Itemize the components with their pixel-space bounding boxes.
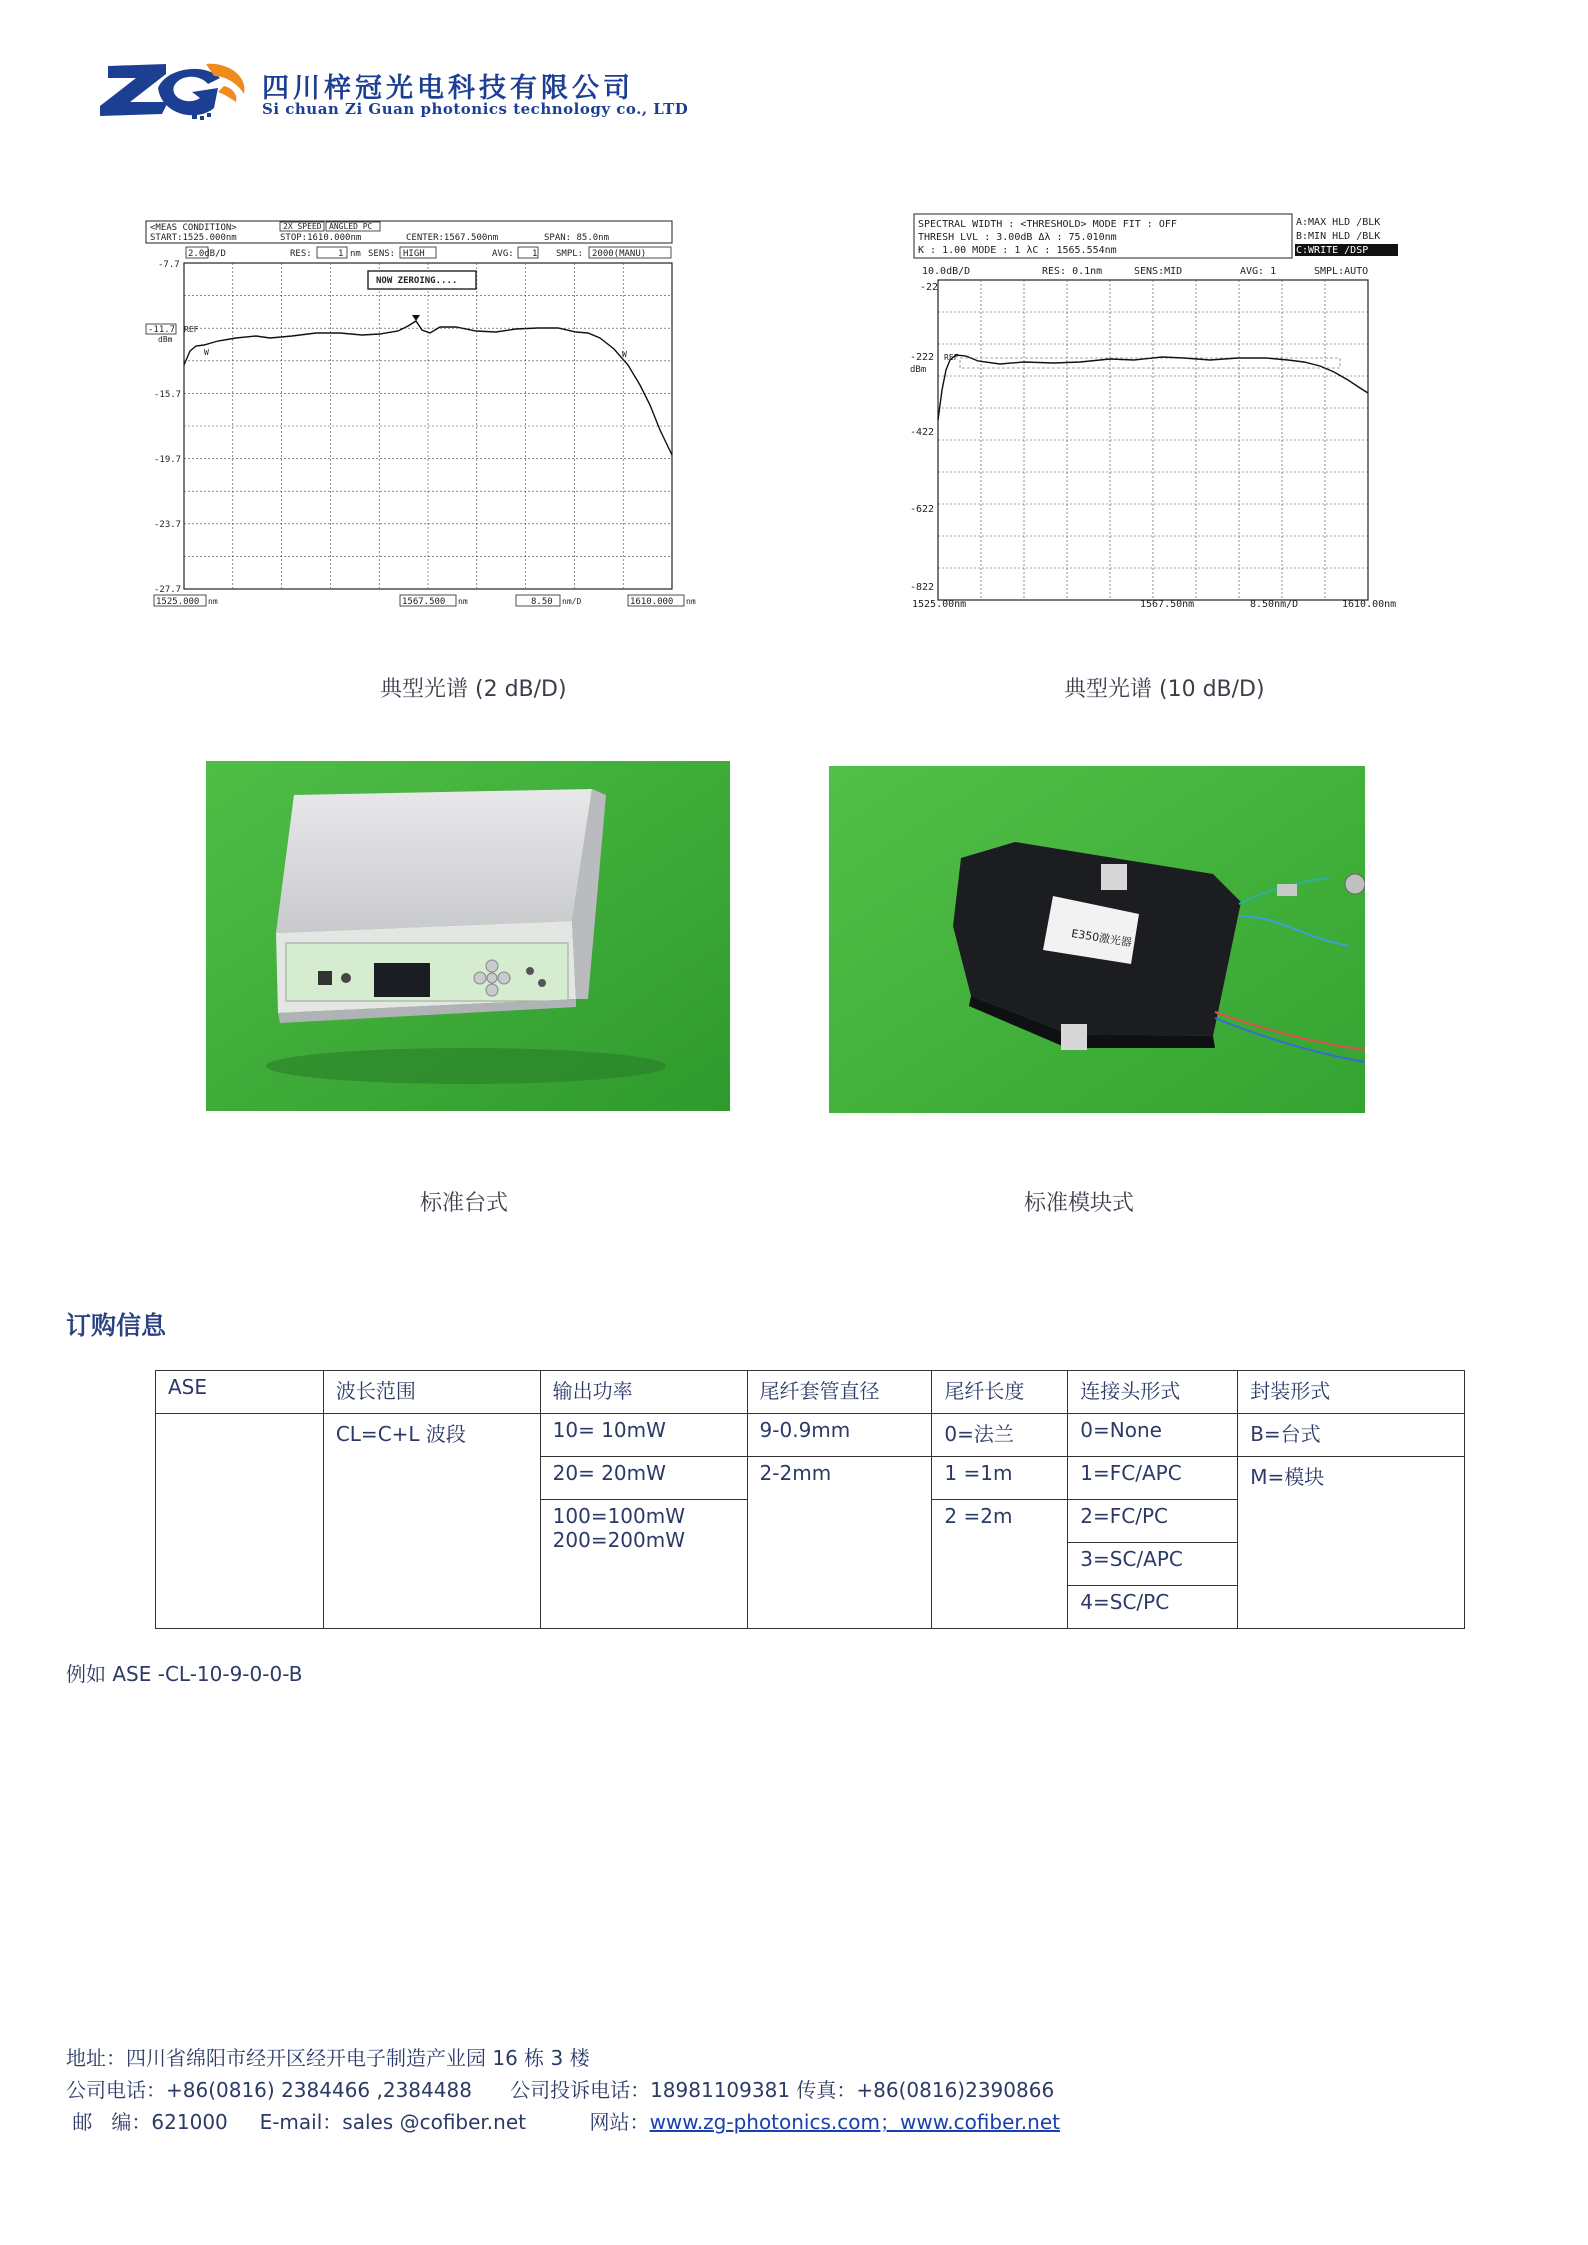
- table-cell-length: 0=法兰: [932, 1414, 1068, 1457]
- plot-right-ytick-3: -622: [910, 504, 935, 515]
- plot-left-avg-label: AVG:: [492, 249, 514, 259]
- table-header-cell: 封装形式: [1238, 1371, 1465, 1414]
- company-logo: [96, 58, 252, 124]
- caption-plot-2db: 典型光谱 (2 dB/D): [380, 677, 567, 702]
- plot-right-x-span: 8.50nm/D: [1250, 599, 1299, 610]
- plot-left-smpl-value: 2000(MANU): [592, 249, 647, 259]
- caption-photo-module: 标准模块式: [1024, 1191, 1135, 1216]
- caption-plot-10db: 典型光谱 (10 dB/D): [1064, 677, 1265, 702]
- plot-left-x-start: 1525.000: [156, 597, 200, 607]
- table-header-row: [156, 1371, 1465, 1414]
- plot-left-grid: [184, 263, 672, 589]
- photo-benchtop-unit: [206, 761, 730, 1111]
- company-name-cn: 四川梓冠光电科技有限公司: [262, 73, 634, 104]
- table-cell-power-line: 200=200mW: [552, 1528, 686, 1552]
- plot-left-x-start-unit: nm: [208, 597, 218, 606]
- plot-left-scale: 2.0dB/D: [188, 249, 226, 259]
- plot-left-sens-label: SENS:: [368, 249, 396, 259]
- table-header-cell: 波长范围: [323, 1371, 540, 1414]
- plot-right-ytick-2: -422: [910, 427, 935, 438]
- plot-right-ref-label: REF: [944, 353, 959, 362]
- plot-left-x-stop-unit: nm: [686, 597, 696, 606]
- plot-left-res-label: RES:: [290, 249, 312, 259]
- table-cell-connector: 3=SC/APC: [1068, 1543, 1238, 1586]
- plot-left-marker-2: W: [622, 350, 627, 359]
- table-cell-wavelength: CL=C+L 波段: [323, 1414, 540, 1629]
- footer-phone: 公司电话：+86(0816) 2384466 ,2384488 公司投诉电话：18981109381 传真：+86(0816)2390866: [66, 2078, 1055, 2102]
- plot-left-ref-label: REF: [184, 325, 199, 334]
- plot-right-trace-b: B:MIN HLD /BLK: [1296, 231, 1381, 242]
- footer-postal-line: [66, 2106, 1060, 2135]
- table-cell-package: B=台式: [1238, 1414, 1465, 1457]
- plot-right-x-stop: 1610.00nm: [1342, 599, 1397, 610]
- table-cell-connector: 1=FC/APC: [1068, 1457, 1238, 1500]
- footer-postal: 邮 编：621000 E-mail：sales @cofiber.net 网站：: [66, 2110, 650, 2134]
- plot-right-grid: [938, 280, 1368, 600]
- plot-right-scale: 10.0dB/D: [922, 266, 971, 277]
- table-cell-power-line: 100=100mW: [552, 1504, 686, 1528]
- table-cell-power: 10= 10mW: [540, 1414, 747, 1457]
- table-cell-length: 1 =1m: [932, 1457, 1068, 1500]
- plot-right-dbm-label: dBm: [910, 365, 927, 375]
- table-header-cell: 连接头形式: [1068, 1371, 1238, 1414]
- caption-photo-benchtop: 标准台式: [420, 1191, 509, 1216]
- plot-right-avg: AVG: 1: [1240, 266, 1277, 277]
- photo-module-unit: [829, 766, 1365, 1113]
- table-header-cell: 尾纤长度: [932, 1371, 1068, 1414]
- table-cell-empty: [156, 1414, 324, 1629]
- plot-left-sens-value: HIGH: [403, 249, 425, 259]
- plot-left-x-span: 8.50: [531, 597, 553, 607]
- plot-right-x-center: 1567.50nm: [1140, 599, 1195, 610]
- table-cell-connector: 4=SC/PC: [1068, 1586, 1238, 1629]
- table-row: [156, 1414, 1465, 1457]
- plot-right-line3: K : 1.00 MODE : 1 λC : 1565.554nm: [918, 245, 1117, 256]
- company-name-en: Si chuan Zi Guan photonics technology co., LTD: [262, 100, 689, 118]
- plot-left-stop: STOP:1610.000nm: [280, 233, 362, 243]
- plot-left-connector: ANGLED PC: [329, 222, 373, 231]
- plot-left-x-center-unit: nm: [458, 597, 468, 606]
- table-header-cell: 尾纤套管直径: [747, 1371, 932, 1414]
- table-header-cell: ASE: [156, 1371, 324, 1414]
- plot-right-smpl: SMPL:AUTO: [1314, 266, 1369, 277]
- table-cell-connector: 0=None: [1068, 1414, 1238, 1457]
- plot-left-marker-1: W: [204, 348, 209, 357]
- table-cell-connector: 2=FC/PC: [1068, 1500, 1238, 1543]
- plot-left-smpl-label: SMPL:: [556, 249, 584, 259]
- plot-right-x-start: 1525.00nm: [912, 599, 967, 610]
- plot-right-sens: SENS:MID: [1134, 266, 1183, 277]
- table-header-cell: 输出功率: [540, 1371, 747, 1414]
- plot-right-line2: THRESH LVL : 3.00dB Δλ : 75.010nm: [918, 232, 1117, 243]
- plot-right-ytick-4: -822: [910, 582, 935, 593]
- plot-left-ytick-1: -11.7: [148, 325, 176, 335]
- plot-left-span: SPAN: 85.0nm: [544, 233, 610, 243]
- table-cell-package: M=模块: [1238, 1457, 1465, 1629]
- plot-left-zeroing-message: NOW ZEROING....: [376, 276, 458, 286]
- plot-right-trace-a: A:MAX HLD /BLK: [1296, 217, 1381, 228]
- plot-right-line1: SPECTRAL WIDTH : <THRESHOLD> MODE FIT : OFF: [918, 219, 1177, 230]
- plot-left-ytick-3: -19.7: [154, 455, 182, 465]
- plot-left-ytick-5: -27.7: [154, 585, 182, 595]
- table-cell-power: [540, 1500, 747, 1629]
- plot-left-x-span-unit: nm/D: [562, 597, 582, 606]
- plot-right-ytick-1: -222: [910, 352, 935, 363]
- plot-right-trace-c: C:WRITE /DSP: [1296, 245, 1369, 256]
- plot-left-res-value: 1: [338, 249, 344, 259]
- spectrum-plot-10db: [904, 210, 1424, 610]
- plot-left-res-unit: nm: [350, 249, 361, 259]
- plot-left-center: CENTER:1567.500nm: [406, 233, 499, 243]
- plot-left-start: START:1525.000nm: [150, 233, 237, 243]
- plot-left-meas-condition: <MEAS CONDITION>: [150, 223, 237, 233]
- plot-left-x-stop: 1610.000: [630, 597, 674, 607]
- table-cell-length: 2 =2m: [932, 1500, 1068, 1629]
- plot-right-ytick-0: -22: [920, 282, 939, 293]
- ordering-table: [155, 1370, 1465, 1629]
- section-title-ordering: 订购信息: [66, 1311, 167, 1340]
- ordering-example: 例如 ASE -CL-10-9-0-0-B: [66, 1662, 303, 1686]
- plot-left-dbm-label: dBm: [158, 335, 173, 344]
- plot-right-res: RES: 0.1nm: [1042, 266, 1103, 277]
- table-cell-power: 20= 20mW: [540, 1457, 747, 1500]
- plot-left-avg-value: 1: [532, 249, 538, 259]
- footer-website-link[interactable]: www.zg-photonics.com；www.cofiber.net: [649, 2110, 1060, 2134]
- spectrum-plot-2db: [140, 215, 710, 615]
- plot-left-ytick-0: -7.7: [158, 260, 180, 270]
- footer-address: 地址：四川省绵阳市经开区经开电子制造产业园 16 栋 3 楼: [66, 2046, 590, 2070]
- plot-left-speed: 2X SPEED: [283, 222, 322, 231]
- module-product-label: E350激光器: [1070, 926, 1133, 950]
- table-cell-tube: 9-0.9mm: [747, 1414, 932, 1457]
- plot-left-ytick-2: -15.7: [154, 390, 182, 400]
- plot-left-ytick-4: -23.7: [154, 520, 182, 530]
- plot-left-x-center: 1567.500: [402, 597, 446, 607]
- table-cell-tube: 2-2mm: [747, 1457, 932, 1629]
